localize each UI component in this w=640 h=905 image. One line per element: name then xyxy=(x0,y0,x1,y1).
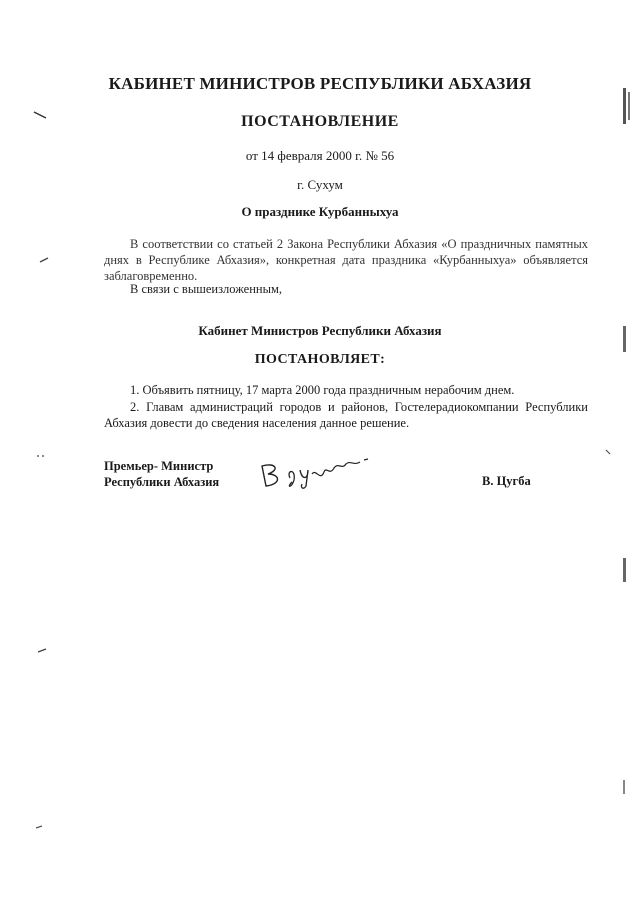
signatory-position-line-1: Премьер- Министр xyxy=(104,459,214,473)
date-line: от 14 февраля 2000 г. № 56 xyxy=(245,148,395,163)
scan-mark-top-right xyxy=(620,86,634,126)
scan-mark-lower-right xyxy=(620,556,632,584)
document-type: ПОСТАНОВЛЕНИЕ xyxy=(241,113,399,130)
city-line: г. Сухум xyxy=(297,177,343,192)
signatory-position xyxy=(104,458,219,490)
signatory-position-line-2: Республики Абхазия xyxy=(104,475,220,489)
scan-mark-left-1 xyxy=(32,110,48,120)
signatory-name: В. Цугба xyxy=(482,474,531,488)
document-title: КАБИНЕТ МИНИСТРОВ РЕСПУБЛИКИ АБХАЗИЯ xyxy=(108,74,532,93)
decree-item-1: 1. Объявить пятницу, 17 марта 2000 года праздничным нерабочим днем. xyxy=(130,383,515,397)
scan-mark-right-dot xyxy=(604,448,612,456)
scan-mark-left-5 xyxy=(36,454,46,458)
decree-heading: ПОСТАНОВЛЯЕТ: xyxy=(254,352,386,367)
paragraph-1: В соответствии со статьей 2 Закона Республики Абхазия «О праздничных памятных днях в Республике Абхазия», конкретная дата праздника «Курбанныхуа» объявляется заблаговременно. xyxy=(104,237,588,283)
scan-mark-bottom-right xyxy=(620,778,630,796)
handwritten-signature xyxy=(256,452,376,492)
scan-mark-left-4 xyxy=(34,824,44,830)
scan-mark-mid-right xyxy=(620,324,632,354)
scan-mark-left-2 xyxy=(38,256,50,264)
scan-mark-left-3 xyxy=(36,646,48,654)
paragraph-2: В связи с вышеизложенным, xyxy=(130,282,283,296)
subject-line: О празднике Курбанныхуа xyxy=(241,204,399,219)
issuer-line: Кабинет Министров Республики Абхазия xyxy=(198,323,442,338)
decree-item-2: 2. Главам администраций городов и районов, Гостелерадиокомпании Республики Абхазия довести до сведения населения данное решение. xyxy=(104,400,588,430)
